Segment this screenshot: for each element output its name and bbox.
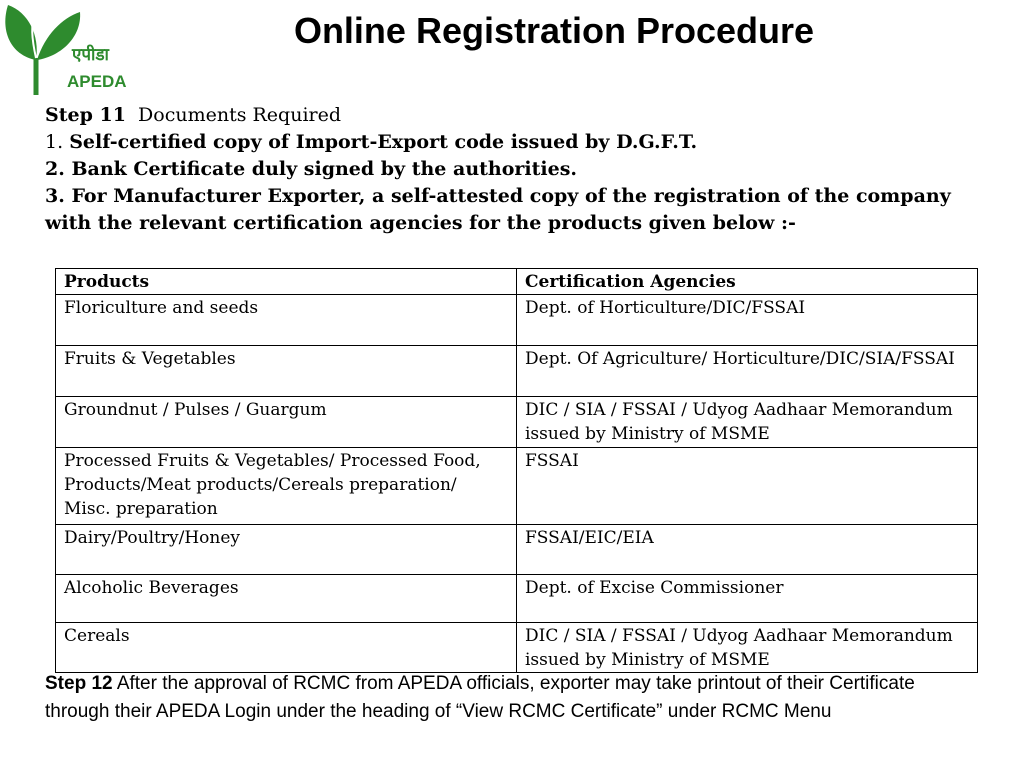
- table-row: [56, 448, 978, 525]
- step11-item-1: [45, 129, 985, 156]
- step11-section: [45, 102, 985, 237]
- agency-cell: DIC / SIA / FSSAI / Udyog Aadhaar Memorandum issued by Ministry of MSME: [517, 623, 978, 673]
- table-row: [56, 346, 978, 397]
- agency-cell: FSSAI: [517, 448, 978, 525]
- table-row: [56, 525, 978, 575]
- agency-cell: Dept. of Horticulture/DIC/FSSAI: [517, 295, 978, 346]
- step12-text: After the approval of RCMC from APEDA officials, exporter may take printout of their Certificate through their APEDA Login under the heading of “View RCMC Certificate” under RCMC Menu: [45, 673, 915, 722]
- table-row: [56, 397, 978, 448]
- step11-heading: Documents Required: [138, 104, 342, 126]
- step12-section: [45, 670, 975, 726]
- step12-label: Step 12: [45, 673, 113, 694]
- column-header-products: Products: [56, 269, 517, 295]
- product-cell: Fruits & Vegetables: [56, 346, 517, 397]
- product-cell: Floriculture and seeds: [56, 295, 517, 346]
- product-cell: Dairy/Poultry/Honey: [56, 525, 517, 575]
- step11-item-1-num: 1.: [45, 131, 64, 153]
- product-cell: Alcoholic Beverages: [56, 575, 517, 623]
- table-row: [56, 623, 978, 673]
- logo-name-text: APEDA: [67, 72, 127, 91]
- column-header-agencies: Certification Agencies: [517, 269, 978, 295]
- agency-cell: FSSAI/EIC/EIA: [517, 525, 978, 575]
- agency-cell: Dept. of Excise Commissioner: [517, 575, 978, 623]
- agency-cell: Dept. Of Agriculture/ Horticulture/DIC/SIA/FSSAI: [517, 346, 978, 397]
- table-row: [56, 295, 978, 346]
- product-cell: Cereals: [56, 623, 517, 673]
- page-title: Online Registration Procedure: [293, 10, 815, 51]
- step11-heading-line: [45, 102, 985, 129]
- product-cell: Processed Fruits & Vegetables/ Processed Food, Products/Meat products/Cereals preparation/ Misc. preparation: [56, 448, 517, 525]
- agency-cell: DIC / SIA / FSSAI / Udyog Aadhaar Memorandum issued by Ministry of MSME: [517, 397, 978, 448]
- step11-item-1-text: Self-certified copy of Import-Export code issued by D.G.F.T.: [69, 131, 698, 153]
- step11-item-2: 2. Bank Certificate duly signed by the authorities.: [45, 158, 578, 180]
- product-cell: Groundnut / Pulses / Guargum: [56, 397, 517, 448]
- step11-label: Step 11: [45, 104, 126, 126]
- table-header-row: [56, 269, 978, 295]
- logo-hindi-text: एपीडा: [72, 45, 109, 65]
- certification-table: [55, 268, 978, 673]
- table-row: [56, 575, 978, 623]
- step11-item-3: 3. For Manufacturer Exporter, a self-attested copy of the registration of the company with the relevant certification agencies for the products given below :-: [45, 185, 951, 234]
